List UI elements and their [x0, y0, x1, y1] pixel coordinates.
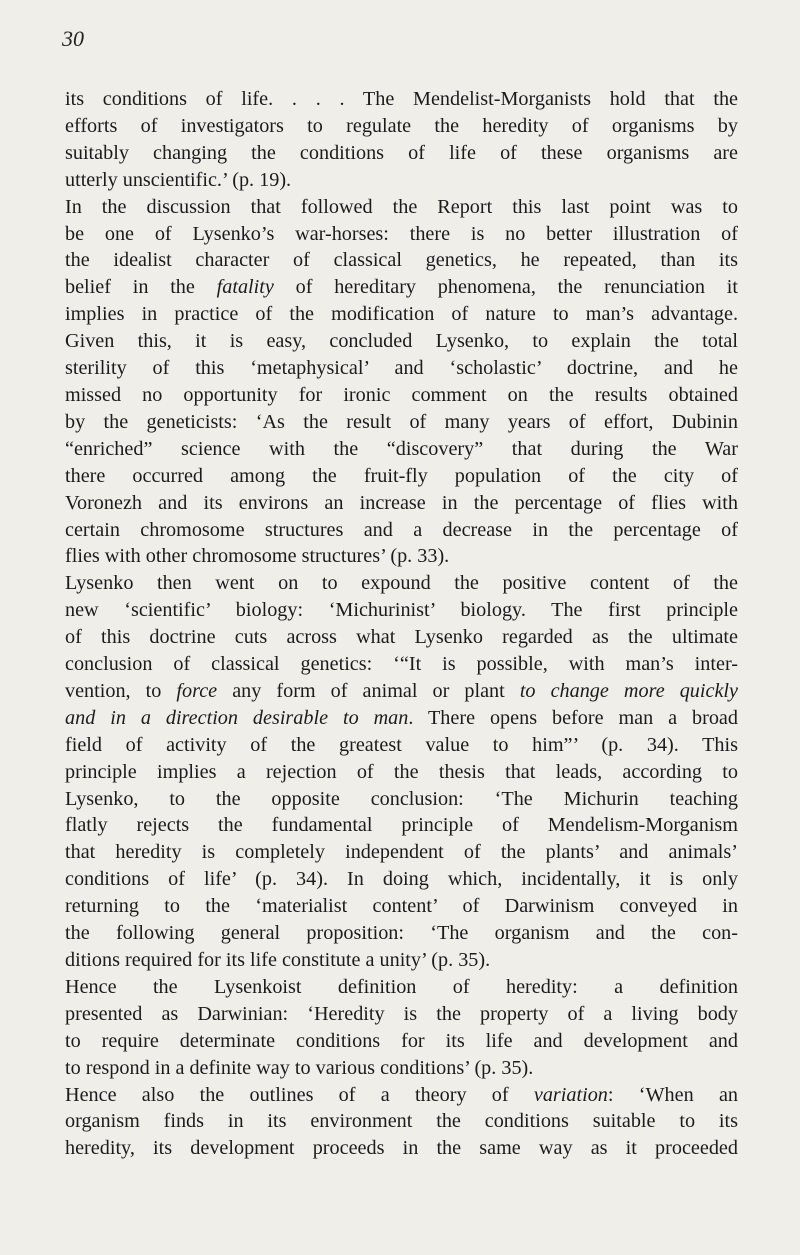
text-line: implies in practice of the modification of nature to man’s advantage.	[65, 303, 738, 326]
text-line: Hence the Lysenkoist definition of heredity: a definition	[65, 975, 738, 998]
text-line: Lysenko then went on to expound the positive content of the	[65, 572, 738, 595]
text-line: conditions of life’ (p. 34). In doing which, incidentally, it is only	[65, 868, 738, 891]
text-line: Lysenko, to the opposite conclusion: ‘The Michurin teaching	[65, 787, 738, 810]
text-line: Given this, it is easy, concluded Lysenko, to explain the total	[65, 330, 738, 353]
text-line: presented as Darwinian: ‘Heredity is the property of a living body	[65, 1002, 738, 1025]
text-line: sterility of this ‘metaphysical’ and ‘scholastic’ doctrine, and he	[65, 357, 738, 380]
paragraph	[65, 974, 738, 1082]
text-line: to respond in a definite way to various conditions’ (p. 35).	[65, 1056, 534, 1079]
text-line: to require determinate conditions for its life and development and	[65, 1029, 738, 1052]
text-line: belief in the fatality of hereditary phenomena, the renunciation it	[65, 276, 738, 299]
text-line: of this doctrine cuts across what Lysenko regarded as the ultimate	[65, 626, 738, 649]
text-line: principle implies a rejection of the thesis that leads, according to	[65, 760, 738, 783]
text-line: new ‘scientific’ biology: ‘Michurinist’ biology. The first principle	[65, 599, 738, 622]
text-line: certain chromosome structures and a decrease in the percentage of	[65, 518, 738, 541]
text-line: “enriched” science with the “discovery” that during the War	[65, 437, 738, 460]
text-line: its conditions of life. . . . The Mendelist-Morganists hold that the	[65, 88, 738, 110]
text-line: returning to the ‘materialist content’ of Darwinism conveyed in	[65, 895, 738, 918]
text-line: missed no opportunity for ironic comment on the results obtained	[65, 383, 738, 406]
text-line: there occurred among the fruit-fly population of the city of	[65, 464, 738, 487]
text-line: conclusion of classical genetics: ‘“It is possible, with man’s inter-	[65, 653, 738, 676]
text-line: Hence also the outlines of a theory of variation: ‘When an	[65, 1083, 739, 1106]
text-line: and in a direction desirable to man. There opens before man a broad	[65, 706, 738, 729]
text-line: utterly unscientific.’ (p. 19).	[65, 168, 292, 191]
text-line: the following general proposition: ‘The organism and the con-	[65, 922, 738, 945]
text-line: be one of Lysenko’s war-horses: there is no better illustration of	[65, 222, 738, 245]
paragraph	[65, 1082, 738, 1163]
paragraph	[65, 194, 738, 329]
text-line: the idealist character of classical genetics, he repeated, than its	[65, 249, 738, 272]
text-line: efforts of investigators to regulate the heredity of organisms by	[65, 114, 738, 137]
text-line: by the geneticists: ‘As the result of many years of effort, Dubinin	[65, 410, 738, 433]
paragraph	[65, 328, 738, 570]
body-text	[65, 86, 738, 1162]
text-line: field of activity of the greatest value to him”’ (p. 34). This	[65, 733, 738, 756]
text-line: suitably changing the conditions of life of these organisms are	[65, 141, 738, 164]
text-line: heredity, its development proceeds in the same way as it proceeded	[65, 1137, 738, 1160]
text-line: flatly rejects the fundamental principle of Mendelism-Morganism	[65, 814, 738, 837]
paragraph	[65, 86, 738, 194]
text-line: Voronezh and its environs an increase in the percentage of flies with	[65, 491, 738, 514]
text-line: flies with other chromosome structures’ (p. 33).	[65, 545, 450, 568]
text-line: vention, to force any form of animal or plant to change more quickly	[65, 679, 738, 702]
text-line: ditions required for its life constitute a unity’ (p. 35).	[65, 949, 491, 971]
text-line: organism finds in its environment the conditions suitable to its	[65, 1110, 738, 1133]
text-line: that heredity is completely independent of the plants’ and animals’	[65, 841, 738, 864]
paragraph	[65, 570, 738, 974]
text-line: In the discussion that followed the Report this last point was to	[65, 195, 738, 218]
page-number: 30	[62, 26, 84, 51]
